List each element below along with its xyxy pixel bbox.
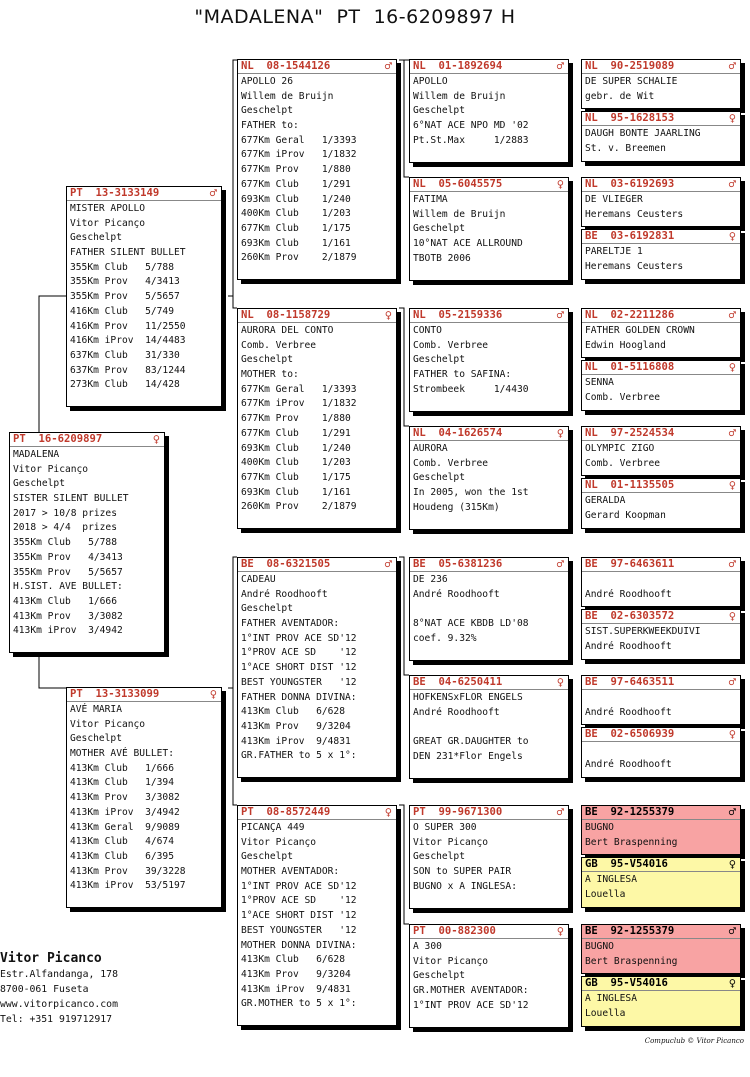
card-line: HOFKENSxFLOR ENGELS xyxy=(413,692,523,703)
ring-number-text: NL 01-5116808 xyxy=(585,361,675,373)
pedigree-card-mmm[interactable] xyxy=(409,924,569,1028)
pedigree-card-father[interactable] xyxy=(66,186,222,407)
ring-number-text: BE 03-6192831 xyxy=(585,230,675,242)
female-icon: ♀ xyxy=(728,360,736,374)
card-line: FATHER SILENT BULLET xyxy=(70,247,186,259)
ring-number xyxy=(582,858,740,872)
ring-number-text: BE 05-6381236 xyxy=(413,558,503,570)
ring-number-text: BE 04-6250411 xyxy=(413,676,503,688)
card-line: BUGNO x A INGLESA: xyxy=(413,880,517,892)
card-line: Geschelpt xyxy=(70,232,122,244)
card-line: SON to SUPER PAIR xyxy=(413,866,512,878)
card-line: DAUGH BONTE JAARLING xyxy=(585,128,701,139)
card-line: 1°INT PROV ACE SD'12 xyxy=(413,999,529,1011)
ring-number-text: PT 16-6209897 xyxy=(13,433,103,445)
card-line: 677Km Club 1/175 xyxy=(241,471,351,483)
ring-number-text: NL 01-1892694 xyxy=(413,60,503,72)
pedigree-card-fmf[interactable] xyxy=(409,308,569,412)
card-line: Bert Braspenning xyxy=(585,836,678,848)
pedigree-card-ffm[interactable] xyxy=(409,177,569,281)
ring-number-text: PT 00-882300 xyxy=(413,925,496,937)
card-line: Vitor Picanço xyxy=(413,955,489,967)
card-line: MISTER APOLLO xyxy=(70,203,146,214)
pedigree-card-g6[interactable] xyxy=(581,360,741,411)
card-line: BEST YOUNGSTER '12 xyxy=(241,924,357,936)
card-line: 413Km Club 6/628 xyxy=(241,706,345,718)
card-line xyxy=(585,573,740,588)
card-line: 677Km Geral 1/3393 xyxy=(241,383,357,395)
ring-number-text: NL 08-1158729 xyxy=(241,309,331,321)
ring-number-text: NL 08-1544126 xyxy=(241,60,331,72)
pedigree-card-g2[interactable] xyxy=(581,111,741,162)
ring-number xyxy=(410,60,568,74)
ring-number-text: PT 99-9671300 xyxy=(413,806,503,818)
card-line: 677Km Club 1/291 xyxy=(241,427,351,439)
ring-number-text: PT 13-3133099 xyxy=(70,688,160,700)
ring-number xyxy=(410,178,568,192)
card-line: Louella xyxy=(585,888,626,900)
pedigree-card-mm[interactable] xyxy=(237,805,397,1026)
card-line: A 300 xyxy=(413,941,442,952)
ring-number xyxy=(582,479,740,493)
breeder-website[interactable]: www.vitorpicanco.com xyxy=(0,999,118,1010)
page-title: "MADALENA" PT 16-6209897 H xyxy=(194,6,516,28)
card-line: DE VLIEGER xyxy=(585,194,643,205)
card-line: 677Km Club 1/175 xyxy=(241,222,351,234)
female-icon: ♀ xyxy=(384,805,392,819)
ring-number xyxy=(238,806,396,820)
card-line: 677Km iProv 1/1832 xyxy=(241,398,357,410)
breeder-info xyxy=(0,951,210,1027)
ring-number-text: BE 97-6463611 xyxy=(585,558,675,570)
card-line: Strombeek 1/4430 xyxy=(413,383,529,395)
breeder-postal: 8700-061 Fuseta xyxy=(0,984,89,995)
ring-number-text: GB 95-V54016 xyxy=(585,858,668,870)
card-line: 355Km Prov 4/3413 xyxy=(13,551,123,563)
card-line: A INGLESA xyxy=(585,874,637,885)
card-line: Geschelpt xyxy=(241,354,293,366)
ring-number xyxy=(582,112,740,126)
card-line: 637Km Prov 83/1244 xyxy=(70,364,186,376)
ring-number xyxy=(582,427,740,441)
card-line: 260Km Prov 2/1879 xyxy=(241,252,357,264)
card-line: Comb. Verbree xyxy=(585,457,661,469)
card-line: FATHER to: xyxy=(241,120,299,132)
pedigree-card-g15[interactable] xyxy=(581,924,741,974)
card-line: 2017 > 10/8 prizes xyxy=(13,507,117,519)
male-icon: ♂ xyxy=(728,675,736,689)
card-line: MOTHER DONNA DIVINA: xyxy=(241,939,357,951)
card-line: 413Km Prov 9/3204 xyxy=(241,720,351,732)
pedigree-card-mother[interactable] xyxy=(66,687,222,908)
card-line: GERALDA xyxy=(585,495,626,506)
card-line xyxy=(413,720,568,735)
card-line: 1°ACE SHORT DIST '12 xyxy=(241,662,357,674)
ring-number-text: NL 02-2211286 xyxy=(585,309,675,321)
male-icon: ♂ xyxy=(728,308,736,322)
card-line: 273Km Club 14/428 xyxy=(70,379,180,391)
card-line: Geschelpt xyxy=(413,223,465,235)
male-icon: ♂ xyxy=(556,308,564,322)
card-line: FATIMA xyxy=(413,194,448,205)
card-line: Geschelpt xyxy=(413,970,465,982)
card-line: Comb. Verbree xyxy=(241,339,317,351)
ring-number-text: NL 05-6045575 xyxy=(413,178,503,190)
card-line: O SUPER 300 xyxy=(413,822,477,833)
card-line: 413Km Club 6/395 xyxy=(70,850,174,862)
card-line: 355Km Club 5/788 xyxy=(70,261,174,273)
ring-number xyxy=(410,558,568,572)
card-line: In 2005, won the 1st xyxy=(413,487,529,499)
card-line: André Roodhooft xyxy=(413,706,500,718)
card-line: 400Km Club 1/203 xyxy=(241,208,351,220)
breeder-name: Vitor Picanco xyxy=(0,951,102,966)
card-line: Pt.St.Max 1/2883 xyxy=(413,134,529,146)
ring-number-text: NL 05-2159336 xyxy=(413,309,503,321)
card-line: 416Km Prov 11/2550 xyxy=(70,320,186,332)
card-line: Vitor Picanço xyxy=(241,836,317,848)
ring-number xyxy=(67,187,221,201)
card-line: APOLLO 26 xyxy=(241,76,293,87)
card-line: 413Km Prov 39/3228 xyxy=(70,865,186,877)
ring-number-text: PT 13-3133149 xyxy=(70,187,160,199)
card-line: DE SUPER SCHALIE xyxy=(585,76,678,87)
ring-number xyxy=(410,309,568,323)
card-line: 355Km Prov 4/3413 xyxy=(70,276,180,288)
ring-number xyxy=(582,60,740,74)
card-line: 413Km iProv 3/4942 xyxy=(70,806,180,818)
card-line: 693Km Club 1/161 xyxy=(241,237,351,249)
ring-number-text: BE 92-1255379 xyxy=(585,925,675,937)
pedigree-card-g13[interactable] xyxy=(581,805,741,855)
card-line: St. v. Breemen xyxy=(585,142,666,154)
card-line: Geschelpt xyxy=(241,105,293,117)
card-line xyxy=(585,691,740,706)
pedigree-card-fm[interactable] xyxy=(237,308,397,529)
card-line: 677Km Prov 1/880 xyxy=(241,164,351,176)
card-line: André Roodhooft xyxy=(585,640,672,652)
female-icon: ♀ xyxy=(556,924,564,938)
pedigree-card-mf[interactable] xyxy=(237,557,397,778)
card-line: gebr. de Wit xyxy=(585,90,655,102)
card-line: André Roodhooft xyxy=(241,588,328,600)
ring-number-text: NL 01-1135505 xyxy=(585,479,675,491)
card-line: 1°PROV ACE SD '12 xyxy=(241,895,357,907)
card-line: Geschelpt xyxy=(241,851,293,863)
breeder-phone: Tel: +351 919712917 xyxy=(0,1014,113,1025)
ring-number xyxy=(582,178,740,192)
breeder-address: Estr.Alfandanga, 178 xyxy=(0,969,118,980)
ring-number xyxy=(582,977,740,991)
card-line: 413Km iProv 53/5197 xyxy=(70,880,186,892)
card-line: 8°NAT ACE KBDB LD'08 xyxy=(413,618,529,630)
card-line: André Roodhooft xyxy=(413,588,500,600)
male-icon: ♂ xyxy=(556,805,564,819)
card-line: 6°NAT ACE NPO MD '02 xyxy=(413,120,529,132)
card-line: Willem de Bruijn xyxy=(241,90,334,102)
card-line: 413Km iProv 9/4831 xyxy=(241,983,351,995)
card-line xyxy=(585,743,740,758)
female-icon: ♀ xyxy=(728,111,736,125)
female-icon: ♀ xyxy=(152,432,160,446)
pedigree-card-g14[interactable] xyxy=(581,857,741,908)
pedigree-card-g10[interactable] xyxy=(581,609,741,660)
female-icon: ♀ xyxy=(728,229,736,243)
card-line: Geschelpt xyxy=(70,733,122,745)
card-line: AVÉ MARIA xyxy=(70,704,122,715)
card-line: 413Km Club 6/628 xyxy=(241,954,345,966)
male-icon: ♂ xyxy=(384,557,392,571)
card-line: 413Km Prov 9/3204 xyxy=(241,968,351,980)
footer-credit: Compuclub © Vitor Picanco xyxy=(644,1037,744,1045)
ring-number-text: GB 95-V54016 xyxy=(585,977,668,989)
card-line: SENNA xyxy=(585,377,614,388)
card-line: Louella xyxy=(585,1007,626,1019)
card-line: Willem de Bruijn xyxy=(413,208,506,220)
card-line: AURORA xyxy=(413,443,448,454)
card-line: MOTHER AVENTADOR: xyxy=(241,866,340,878)
pedigree-card-g9[interactable] xyxy=(581,557,741,607)
pedigree-card-fff[interactable] xyxy=(409,59,569,163)
card-line: 400Km Club 1/203 xyxy=(241,457,351,469)
card-line: 413Km Club 1/394 xyxy=(70,777,174,789)
card-line: 2018 > 4/4 prizes xyxy=(13,522,117,534)
card-line: 413Km Club 4/674 xyxy=(70,836,174,848)
card-line: André Roodhooft xyxy=(585,706,672,718)
pedigree-card-mmf[interactable] xyxy=(409,805,569,909)
female-icon: ♀ xyxy=(384,308,392,322)
card-line: BUGNO xyxy=(585,941,614,952)
card-line: FATHER to SAFINA: xyxy=(413,369,512,381)
male-icon: ♂ xyxy=(728,557,736,571)
card-line: 413Km Club 1/666 xyxy=(13,595,117,607)
card-line: 413Km iProv 9/4831 xyxy=(241,735,351,747)
card-line: DEN 231*Flor Engels xyxy=(413,750,523,762)
card-line: 677Km Club 1/291 xyxy=(241,178,351,190)
pedigree-card-g4[interactable] xyxy=(581,229,741,280)
card-line: Comb. Verbree xyxy=(585,391,661,403)
card-line: SISTER SILENT BULLET xyxy=(13,493,129,505)
card-line: 413Km Geral 9/9089 xyxy=(70,821,180,833)
female-icon: ♀ xyxy=(728,478,736,492)
card-line: 355Km Prov 5/5657 xyxy=(70,291,180,303)
card-line: André Roodhooft xyxy=(585,758,672,770)
card-line: 1°INT PROV ACE SD'12 xyxy=(241,880,357,892)
card-line: MOTHER to: xyxy=(241,369,299,381)
ring-number-text: NL 03-6192693 xyxy=(585,178,675,190)
male-icon: ♂ xyxy=(728,177,736,191)
card-line: 355Km Prov 5/5657 xyxy=(13,566,123,578)
ring-number xyxy=(582,925,740,939)
ring-number xyxy=(582,558,740,572)
card-line: Geschelpt xyxy=(413,354,465,366)
pedigree-card-g12[interactable] xyxy=(581,727,741,778)
ring-number xyxy=(410,676,568,690)
card-line xyxy=(413,602,568,617)
card-line: 677Km Prov 1/880 xyxy=(241,413,351,425)
female-icon: ♀ xyxy=(209,687,217,701)
card-line: 260Km Prov 2/1879 xyxy=(241,501,357,513)
ring-number xyxy=(238,60,396,74)
card-line: CADEAU xyxy=(241,574,276,585)
card-line: 10°NAT ACE ALLROUND xyxy=(413,238,523,250)
card-line: PICANÇA 449 xyxy=(241,822,305,833)
card-line: 413Km iProv 3/4942 xyxy=(13,625,123,637)
ring-number-text: NL 04-1626574 xyxy=(413,427,503,439)
card-line: BEST YOUNGSTER '12 xyxy=(241,676,357,688)
pedigree-card-ff[interactable] xyxy=(237,59,397,280)
female-icon: ♀ xyxy=(728,727,736,741)
card-line: Bert Braspenning xyxy=(585,955,678,967)
male-icon: ♂ xyxy=(209,186,217,200)
female-icon: ♀ xyxy=(728,857,736,871)
card-line: 693Km Club 1/161 xyxy=(241,486,351,498)
male-icon: ♂ xyxy=(728,426,736,440)
ring-number xyxy=(582,728,740,742)
card-line: CONTO xyxy=(413,325,442,336)
ring-number-text: BE 92-1255379 xyxy=(585,806,675,818)
ring-number-text: NL 97-2524534 xyxy=(585,427,675,439)
card-line: 416Km iProv 14/4483 xyxy=(70,335,186,347)
card-line: OLYMPIC ZIGO xyxy=(585,443,655,454)
card-line: 637Km Club 31/330 xyxy=(70,349,180,361)
ring-number xyxy=(582,361,740,375)
ring-number xyxy=(582,806,740,820)
female-icon: ♀ xyxy=(556,426,564,440)
female-icon: ♀ xyxy=(728,976,736,990)
card-line: 693Km Club 1/240 xyxy=(241,442,351,454)
card-line: 413Km Prov 3/3082 xyxy=(13,610,123,622)
card-line: GR.FATHER to 5 x 1°: xyxy=(241,750,357,762)
ring-number xyxy=(238,558,396,572)
ring-number-text: NL 90-2519089 xyxy=(585,60,675,72)
card-line: 413Km Prov 3/3082 xyxy=(70,792,180,804)
card-line: 1°INT PROV ACE SD'12 xyxy=(241,632,357,644)
pedigree-card-mff[interactable] xyxy=(409,557,569,661)
card-line: 677Km Geral 1/3393 xyxy=(241,134,357,146)
ring-number xyxy=(67,688,221,702)
pedigree-card-g11[interactable] xyxy=(581,675,741,725)
pedigree-card-g1[interactable] xyxy=(581,59,741,109)
ring-number xyxy=(410,925,568,939)
card-line: Willem de Bruijn xyxy=(413,90,506,102)
card-line: H.SIST. AVE BULLET: xyxy=(13,581,123,593)
card-line: 355Km Club 5/788 xyxy=(13,537,117,549)
pedigree-card-g7[interactable] xyxy=(581,426,741,476)
card-line: TBOTB 2006 xyxy=(413,252,471,264)
ring-number-text: BE 02-6506939 xyxy=(585,728,675,740)
card-line: Vitor Picanço xyxy=(70,718,146,730)
ring-number-text: BE 02-6303572 xyxy=(585,610,675,622)
male-icon: ♂ xyxy=(384,59,392,73)
card-line: 416Km Club 5/749 xyxy=(70,305,174,317)
male-icon: ♂ xyxy=(556,59,564,73)
card-line: GR.MOTHER to 5 x 1°: xyxy=(241,998,357,1010)
card-line: Houdeng (315Km) xyxy=(413,501,500,513)
card-line: Vitor Picanço xyxy=(413,836,489,848)
male-icon: ♂ xyxy=(556,557,564,571)
card-line: GR.MOTHER AVENTADOR: xyxy=(413,985,529,997)
ring-number xyxy=(582,230,740,244)
female-icon: ♀ xyxy=(556,177,564,191)
card-line: FATHER GOLDEN CROWN xyxy=(585,325,695,336)
card-line: 1°ACE SHORT DIST '12 xyxy=(241,910,357,922)
card-line: Comb. Verbree xyxy=(413,339,489,351)
pedigree-card-g5[interactable] xyxy=(581,308,741,358)
card-line: Heremans Ceusters xyxy=(585,208,684,220)
card-line: SIST.SUPERKWEEKDUIVI xyxy=(585,626,701,637)
card-line: BUGNO xyxy=(585,822,614,833)
pedigree-card-fmm[interactable] xyxy=(409,426,569,530)
card-line: DE 236 xyxy=(413,574,448,585)
ring-number xyxy=(10,433,164,447)
card-line: 677Km iProv 1/1832 xyxy=(241,149,357,161)
card-line: FATHER DONNA DIVINA: xyxy=(241,691,357,703)
pedigree-card-g8[interactable] xyxy=(581,478,741,529)
ring-number xyxy=(582,676,740,690)
male-icon: ♂ xyxy=(728,59,736,73)
ring-number-text: BE 97-6463511 xyxy=(585,676,675,688)
ring-number xyxy=(582,610,740,624)
male-icon: ♂ xyxy=(728,924,736,938)
card-line: AURORA DEL CONTO xyxy=(241,325,334,336)
card-line: Geschelpt xyxy=(413,472,465,484)
card-line: Geschelpt xyxy=(13,478,65,490)
card-line: GREAT GR.DAUGHTER to xyxy=(413,736,529,748)
pedigree-card-g3[interactable] xyxy=(581,177,741,227)
card-line: PARELTJE 1 xyxy=(585,246,643,257)
card-line: 693Km Club 1/240 xyxy=(241,193,351,205)
card-line: 1°PROV ACE SD '12 xyxy=(241,647,357,659)
male-icon: ♂ xyxy=(728,805,736,819)
card-line: MADALENA xyxy=(13,449,60,460)
card-line: Geschelpt xyxy=(413,105,465,117)
card-line: FATHER AVENTADOR: xyxy=(241,618,340,630)
ring-number xyxy=(238,309,396,323)
pedigree-card-mfm[interactable] xyxy=(409,675,569,779)
card-line: Vitor Picanço xyxy=(70,217,146,229)
ring-number xyxy=(582,309,740,323)
card-line: Geschelpt xyxy=(241,603,293,615)
card-line: Edwin Hoogland xyxy=(585,339,666,351)
ring-number xyxy=(410,427,568,441)
card-line: André Roodhooft xyxy=(585,588,672,600)
card-line: 413Km Club 1/666 xyxy=(70,762,174,774)
card-line: Heremans Ceusters xyxy=(585,260,684,272)
card-line: Gerard Koopman xyxy=(585,509,666,521)
card-line: coef. 9.32% xyxy=(413,632,477,644)
female-icon: ♀ xyxy=(728,609,736,623)
card-line: Comb. Verbree xyxy=(413,457,489,469)
card-line: A INGLESA xyxy=(585,993,637,1004)
card-line: APOLLO xyxy=(413,76,448,87)
card-line: Geschelpt xyxy=(413,851,465,863)
card-line: Vitor Picanço xyxy=(13,463,89,475)
pedigree-card-subject[interactable] xyxy=(9,432,165,653)
pedigree-card-g16[interactable] xyxy=(581,976,741,1027)
ring-number-text: NL 95-1628153 xyxy=(585,112,675,124)
female-icon: ♀ xyxy=(556,675,564,689)
ring-number-text: PT 08-8572449 xyxy=(241,806,331,818)
card-line: MOTHER AVÉ BULLET: xyxy=(70,748,174,760)
ring-number xyxy=(410,806,568,820)
ring-number-text: BE 08-6321505 xyxy=(241,558,331,570)
